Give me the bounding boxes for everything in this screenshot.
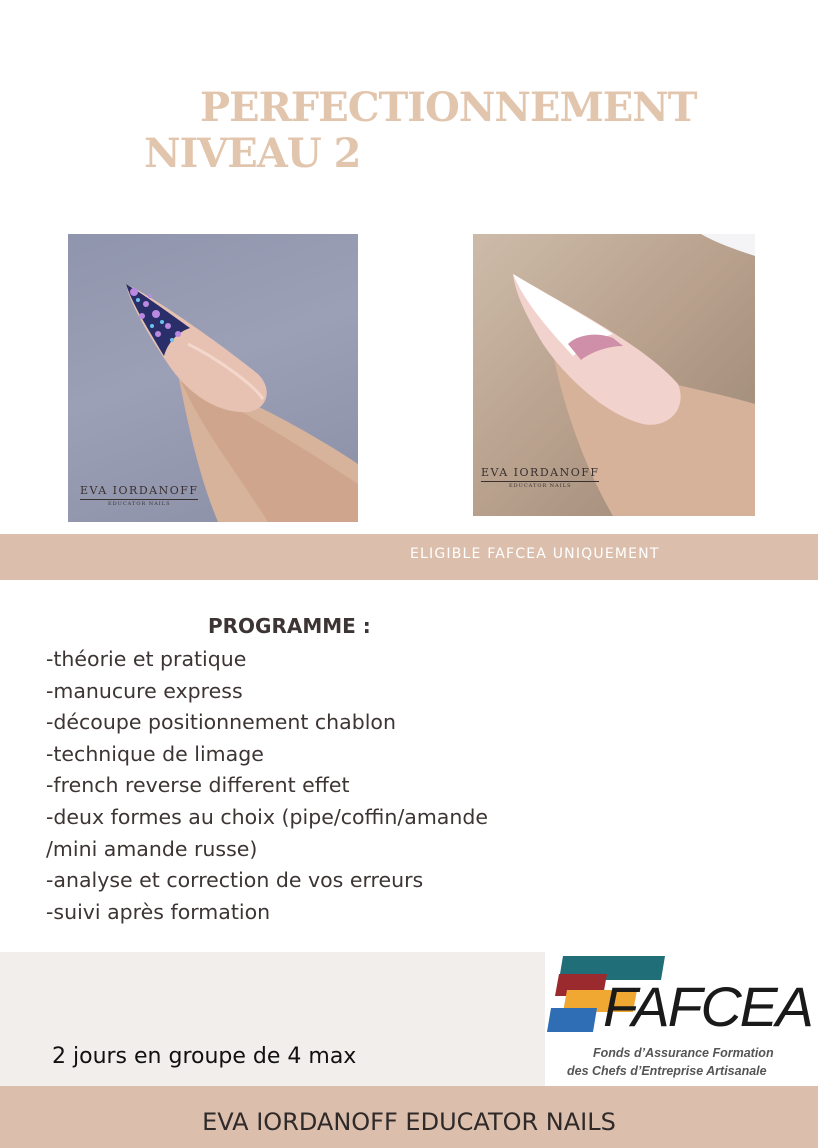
nail-photo-french [473,234,755,516]
fafcea-subtitle-1: Fonds d’Assurance Formation [593,1046,774,1060]
watermark-1: EVA IORDANOFF EDUCATOR NAILS [80,484,199,507]
programme-item: -manucure express [46,678,243,703]
programme-item: -analyse et correction de vos erreurs [46,868,424,893]
eligibility-text: ELIGIBLE FAFCEA UNIQUEMENT [410,546,660,562]
nail-illustration-1 [68,234,358,522]
programme-item: -deux formes au choix (pipe/coffin/amande [46,804,488,829]
title-line-1: PERFECTIONNEMENT [200,84,697,131]
programme-list [46,644,488,928]
eligibility-banner [0,534,818,580]
fafcea-wordmark: FAFCEA [602,975,812,1038]
fafcea-logo [545,952,818,1086]
duration-text: 2 jours en groupe de 4 max [52,1044,357,1069]
programme-item: -french reverse different effet [46,773,350,798]
programme-heading: PROGRAMME : [208,614,371,638]
watermark-2: EVA IORDANOFF EDUCATOR NAILS [481,466,600,489]
programme-item: -découpe positionnement chablon [46,710,396,735]
title-line-2: NIVEAU 2 [144,130,361,177]
programme-item: -technique de limage [46,741,264,766]
fafcea-subtitle-2: des Chefs d’Entreprise Artisanale [567,1064,767,1078]
programme-item: -suivi après formation [46,899,271,924]
programme-item: /mini amande russe) [46,836,258,861]
programme-item: -théorie et pratique [46,647,247,671]
nail-photo-glitter [68,234,358,522]
footer-text: EVA IORDANOFF EDUCATOR NAILS [202,1108,616,1136]
